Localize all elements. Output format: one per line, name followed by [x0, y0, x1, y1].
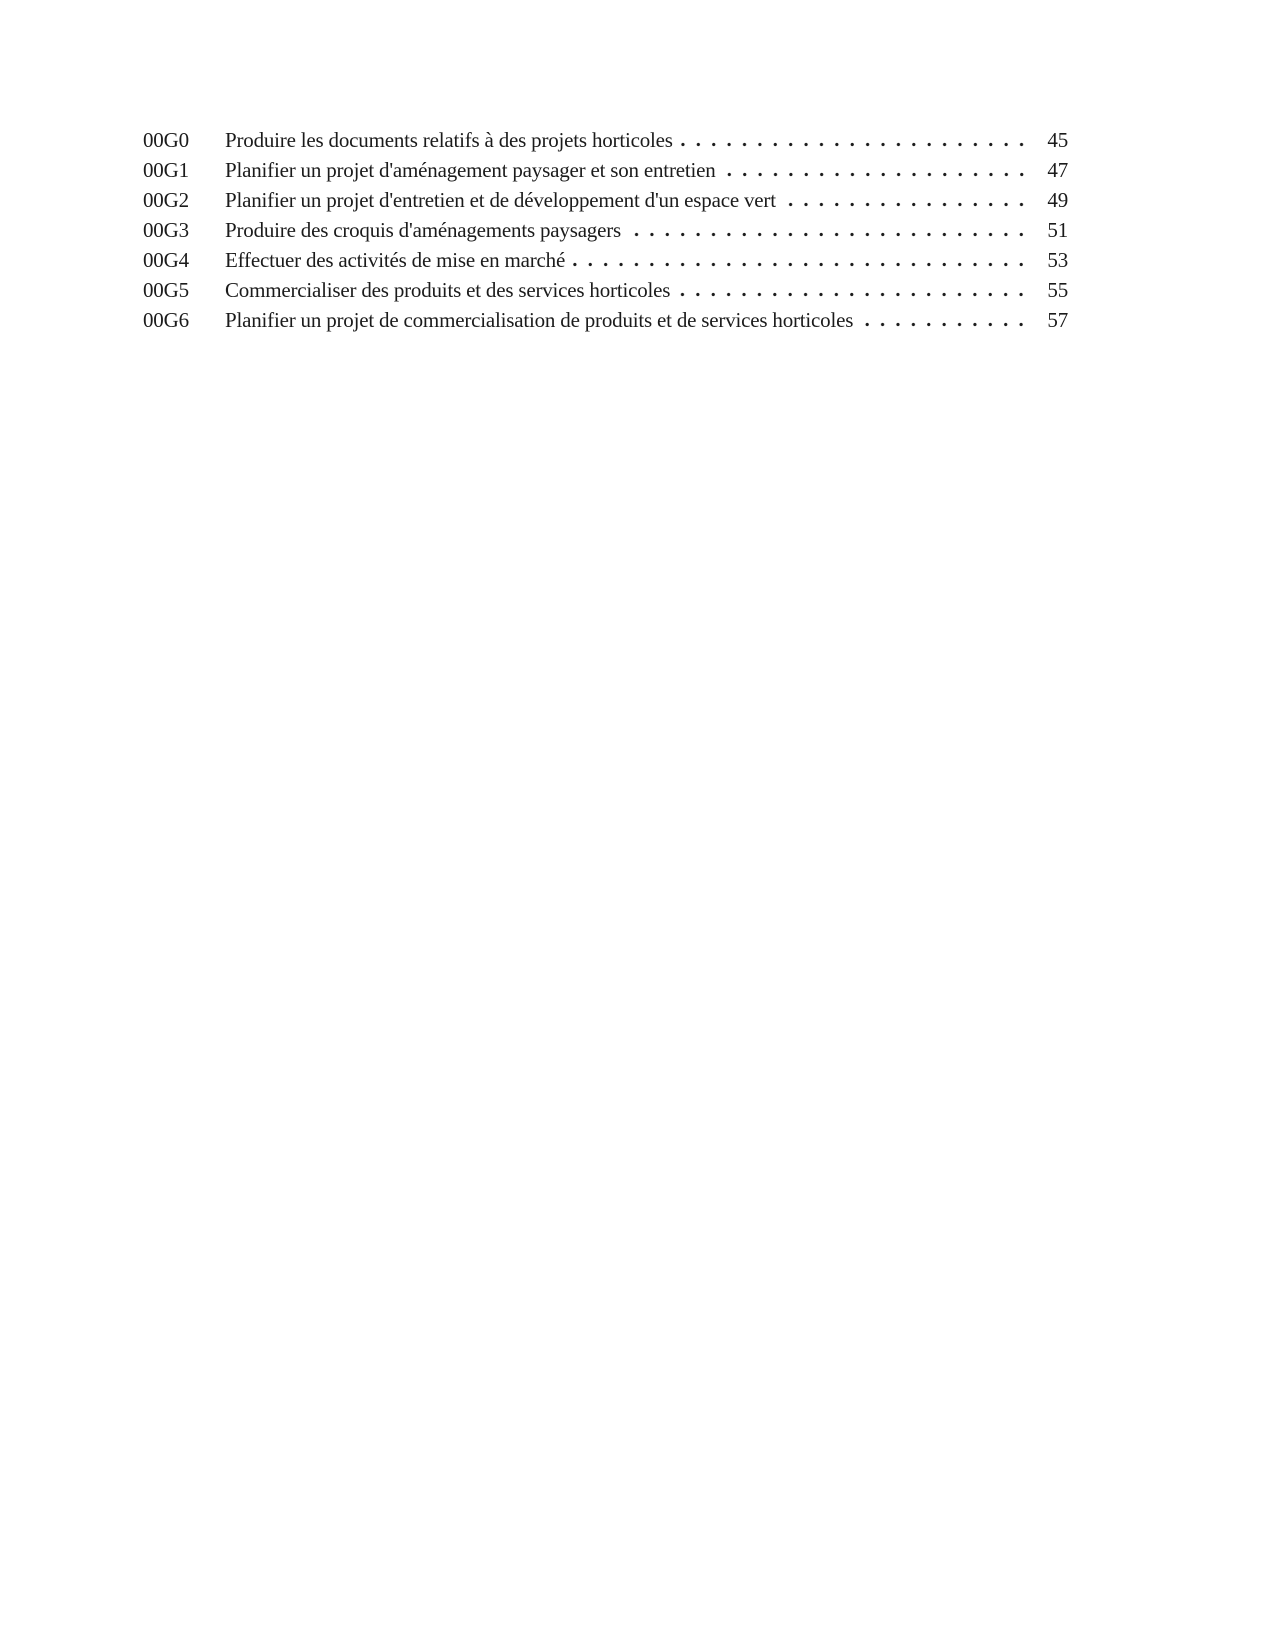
toc-entry-page-number: 49 — [1047, 188, 1068, 212]
toc-entry-title: Planifier un projet d'aménagement paysager et son entretien — [225, 158, 716, 182]
toc-entry-page-number: 57 — [1047, 308, 1068, 332]
toc-entry-code: 00G1 — [143, 158, 189, 182]
toc-entry-title: Commercialiser des produits et des services horticoles — [225, 278, 671, 302]
toc-entry-code: 00G0 — [143, 128, 189, 152]
toc-entry-page-number: 55 — [1047, 278, 1068, 302]
toc-entry — [143, 188, 1068, 218]
toc-entry-page-number: 53 — [1047, 248, 1068, 272]
toc-entry-code: 00G6 — [143, 308, 189, 332]
dot-leader — [629, 221, 1031, 237]
dot-leader — [681, 131, 1031, 147]
toc-entry-title: Planifier un projet de commercialisation de produits et de services horticoles — [225, 308, 854, 332]
dot-leader — [678, 281, 1031, 297]
dot-leader — [784, 191, 1031, 207]
toc-entry-page-number: 47 — [1047, 158, 1068, 182]
table-of-contents — [143, 128, 1068, 338]
toc-entry-title: Produire les documents relatifs à des projets horticoles — [225, 128, 673, 152]
dot-leader — [861, 311, 1031, 327]
toc-entry-title: Produire des croquis d'aménagements paysagers — [225, 218, 621, 242]
toc-entry-code: 00G3 — [143, 218, 189, 242]
toc-entry-code: 00G5 — [143, 278, 189, 302]
toc-entry-title: Effectuer des activités de mise en marché — [225, 248, 566, 272]
toc-entry — [143, 158, 1068, 188]
toc-entry — [143, 248, 1068, 278]
toc-entry-page-number: 51 — [1047, 218, 1068, 242]
toc-entry — [143, 308, 1068, 338]
toc-entry-code: 00G4 — [143, 248, 189, 272]
dot-leader — [573, 251, 1031, 267]
toc-entry-code: 00G2 — [143, 188, 189, 212]
toc-entry-title: Planifier un projet d'entretien et de développement d'un espace vert — [225, 188, 776, 212]
toc-entry — [143, 278, 1068, 308]
toc-entry-page-number: 45 — [1047, 128, 1068, 152]
toc-entry — [143, 128, 1068, 158]
toc-entry — [143, 218, 1068, 248]
dot-leader — [724, 161, 1031, 177]
